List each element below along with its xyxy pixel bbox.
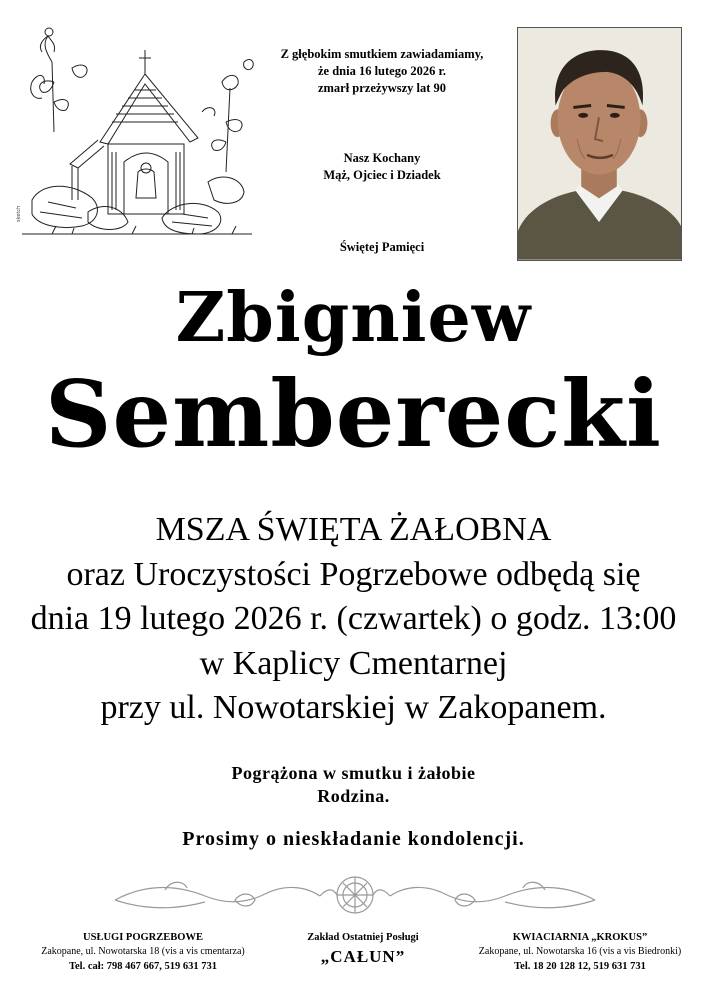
- relation-block: [262, 150, 502, 184]
- florist-info: [455, 930, 705, 975]
- funeral-services-phone: Tel. cał: 798 467 667, 519 631 731: [68, 961, 218, 972]
- deceased-first-name: Zbigniew: [175, 278, 532, 358]
- funeral-services-info: [18, 930, 268, 975]
- funeral-services-address: Zakopane, ul. Nowotarska 18 (vis a vis cmentarza): [41, 946, 245, 957]
- mass-line-5: przy ul. Nowotarskiej w Zakopanem.: [100, 689, 607, 726]
- intro-line-1: Z głębokim smutkiem zawiadamiamy,: [280, 47, 484, 61]
- mass-line-1: MSZA ŚWIĘTA ŻAŁOBNA: [155, 511, 552, 548]
- in-memory-label: Świętej Pamięci: [339, 240, 425, 254]
- loved-line-1: Nasz Kochany: [343, 151, 421, 165]
- condolence-request: Prosimy o nieskładanie kondolencji.: [182, 828, 525, 850]
- death-announcement: [262, 46, 502, 97]
- mass-line-2: oraz Uroczystości Pogrzebowe odbędą się: [66, 555, 641, 593]
- florist-phone: Tel. 18 20 128 12, 519 631 731: [514, 961, 646, 972]
- funeral-home-info: [268, 930, 458, 969]
- portrait-photo: [517, 27, 682, 261]
- loved-line-2: Mąż, Ojciec i Dziadek: [323, 168, 441, 182]
- mourning-line-1: Pogrążona w smutku i żałobie: [231, 763, 476, 783]
- funeral-services-title: USŁUGI POGRZEBOWE: [83, 932, 203, 943]
- deceased-last-name: Semberecki: [45, 360, 662, 468]
- chapel-sketch: [12, 22, 262, 244]
- mourning-line-2: Rodzina.: [317, 786, 390, 806]
- funeral-mass-info: [0, 508, 707, 731]
- florist-address: Zakopane, ul. Nowotarska 16 (vis a vis Biedronki): [478, 946, 682, 957]
- mourning-family: [0, 762, 707, 808]
- funeral-home-name: „CAŁUN”: [320, 947, 406, 966]
- funeral-home-title: Zakład Ostatniej Posługi: [307, 932, 419, 943]
- mass-line-3: dnia 19 lutego 2026 r. (czwartek) o godz. 13:00: [30, 600, 677, 637]
- decorative-ornament: [105, 870, 605, 920]
- intro-line-2: że dnia 16 lutego 2026 r.: [317, 64, 446, 78]
- intro-line-3: zmarł przeżywszy lat 90: [317, 81, 447, 95]
- svg-text:sketch: sketch: [16, 205, 22, 222]
- florist-title: KWIACIARNIA „KROKUS”: [512, 932, 648, 943]
- mass-line-4: w Kaplicy Cmentarnej: [199, 644, 508, 682]
